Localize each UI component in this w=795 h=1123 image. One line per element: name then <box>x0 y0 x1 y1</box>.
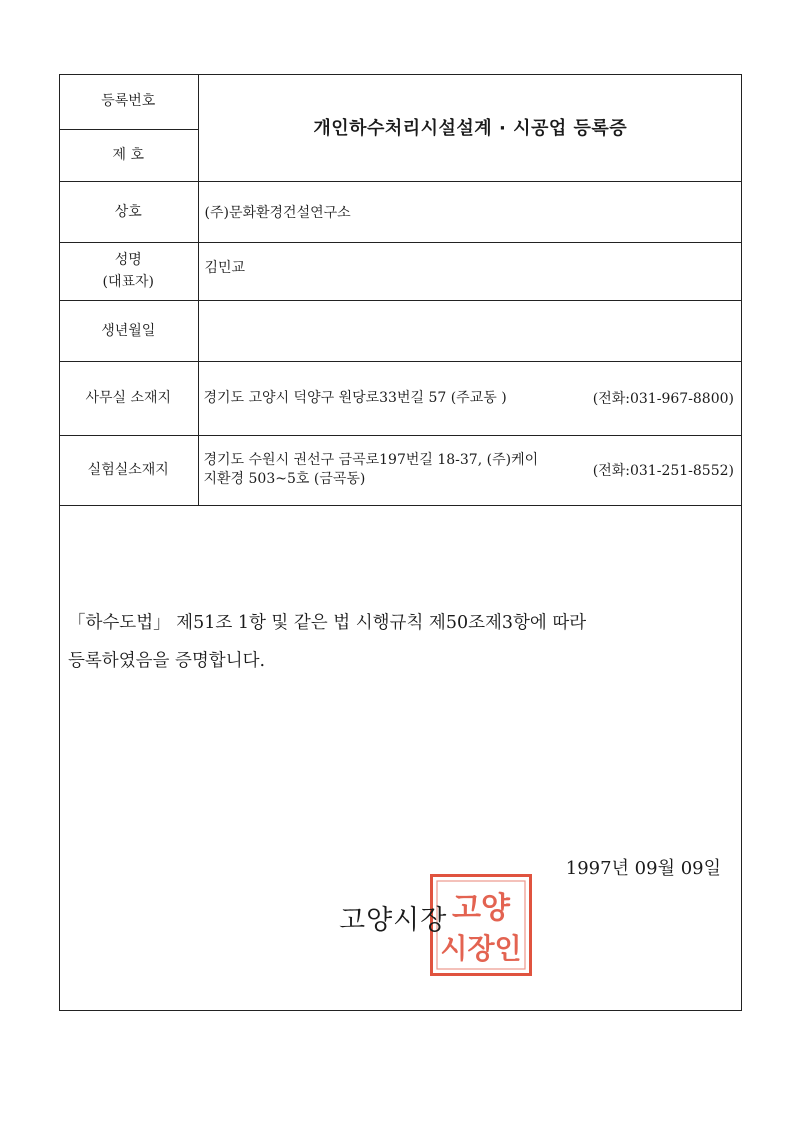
office-label: 사무실 소재지 <box>59 361 198 435</box>
issue-date: 1997년 09월 09일 <box>565 858 721 879</box>
office-phone: (전화:031-967-8800) <box>592 391 734 407</box>
birth-value <box>198 300 742 361</box>
title-no-label: 제 호 <box>59 129 198 181</box>
birth-label: 생년월일 <box>59 300 198 361</box>
issuer-name: 고양시장 <box>339 905 448 936</box>
name-label-line1: 성명 <box>114 252 142 268</box>
lab-address-cell <box>198 435 742 505</box>
svg-text:고양: 고양 <box>452 891 510 926</box>
certification-text <box>68 604 728 680</box>
office-address: 경기도 고양시 덕양구 원당로33번길 57 (주교동 ) <box>203 389 507 406</box>
lab-address: 경기도 수원시 권선구 금곡로197번길 18-37, (주)케이지환경 503~5호 (금곡동) <box>203 452 539 487</box>
name-value: 김민교 <box>198 242 742 300</box>
document-title: 개인하수처리시설설계 · 시공업 등록증 <box>198 74 742 181</box>
name-label-line2: (대표자) <box>102 274 154 290</box>
registration-table <box>59 74 742 506</box>
company-value: (주)문화환경건설연구소 <box>198 181 742 242</box>
reg-no-label: 등록번호 <box>59 74 198 129</box>
name-label <box>59 242 198 300</box>
company-label: 상호 <box>59 181 198 242</box>
certification-line-1: 「하수도법」 제51조 1항 및 같은 법 시행규칙 제50조제3항에 따라 <box>68 613 587 633</box>
office-address-cell <box>198 361 742 435</box>
lab-label: 실험실소재지 <box>59 435 198 505</box>
certification-line-2: 등록하였음을 증명합니다. <box>68 651 266 671</box>
svg-text:시장인: 시장인 <box>440 932 522 965</box>
lab-phone: (전화:031-251-8552) <box>592 463 734 479</box>
